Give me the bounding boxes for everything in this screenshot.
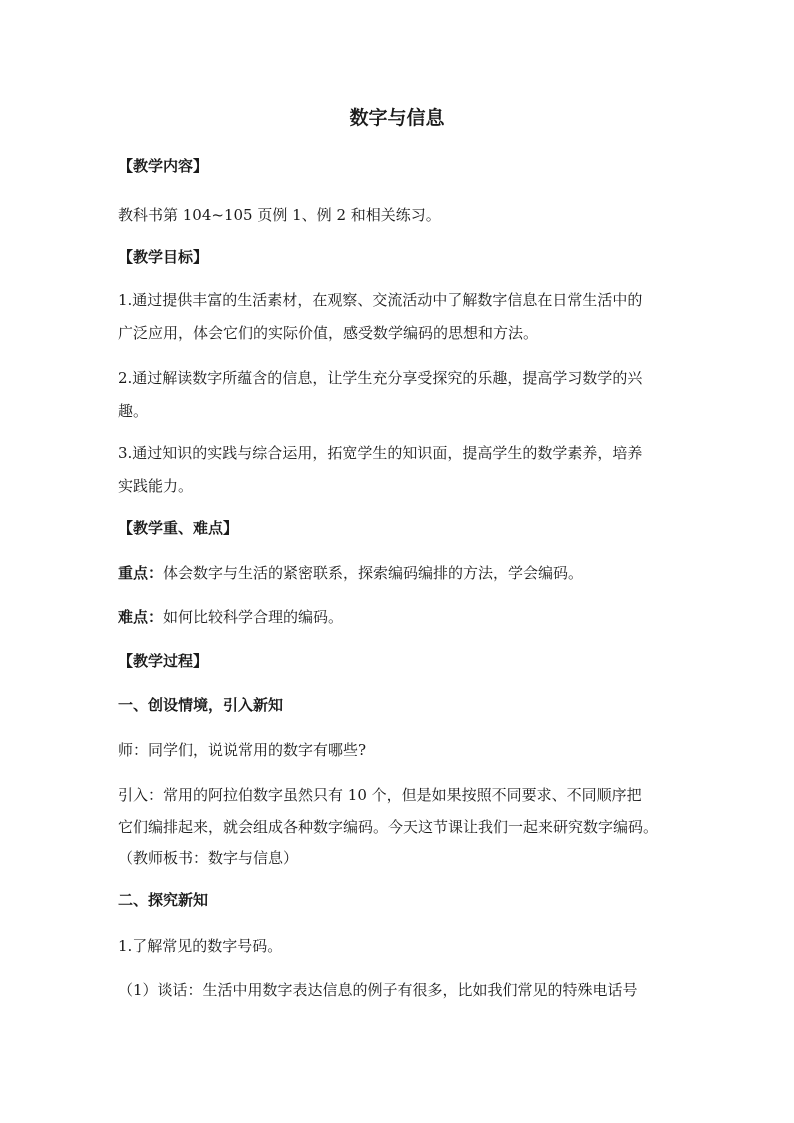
content-text: 教科书第 104~105 页例 1、例 2 和相关练习。 — [118, 206, 441, 224]
step-1-1: （1）谈话：生活中用数字表达信息的例子有很多，比如我们常见的特殊电话号 — [118, 981, 638, 999]
difficulty-line — [118, 607, 688, 627]
section-heading-goals: 【教学目标】 — [118, 248, 209, 266]
key-point-label: 重点： — [118, 564, 164, 582]
goal-1-line-1: 1.通过提供丰富的生活素材，在观察、交流活动中了解数字信息在日常生活中的 — [118, 291, 643, 309]
difficulty-label: 难点： — [118, 608, 164, 626]
teacher-question: 师：同学们，说说常用的数字有哪些? — [118, 741, 367, 759]
goal-3-line-1: 3.通过知识的实践与综合运用，拓宽学生的知识面，提高学生的数学素养，培养 — [118, 444, 643, 462]
key-point-line — [118, 563, 688, 583]
part-1-heading: 一、创设情境，引入新知 — [118, 696, 284, 714]
intro-line-2: 它们编排起来，就会组成各种数字编码。今天这节课让我们一起来研究数字编码。 — [118, 818, 659, 836]
step-1: 1.了解常见的数字号码。 — [118, 937, 283, 955]
section-heading-keypoints: 【教学重、难点】 — [118, 519, 239, 537]
intro-line-3: （教师板书：数字与信息） — [118, 849, 299, 867]
section-heading-content: 【教学内容】 — [118, 157, 209, 175]
difficulty-text: 如何比较科学合理的编码。 — [163, 608, 344, 626]
goal-2-line-2: 趣。 — [118, 402, 149, 420]
key-point-text: 体会数字与生活的紧密联系，探索编码编排的方法，学会编码。 — [163, 564, 584, 582]
page-title: 数字与信息 — [349, 107, 445, 129]
goal-1-line-2: 广泛应用，体会它们的实际价值，感受数学编码的思想和方法。 — [118, 324, 539, 342]
goal-2-line-1: 2.通过解读数字所蕴含的信息，让学生充分享受探究的乐趣，提高学习数学的兴 — [118, 369, 643, 387]
intro-line-1: 引入：常用的阿拉伯数字虽然只有 10 个，但是如果按照不同要求、不同顺序把 — [118, 786, 642, 804]
part-2-heading: 二、探究新知 — [118, 891, 209, 909]
goal-3-line-2: 实践能力。 — [118, 477, 194, 495]
section-heading-process: 【教学过程】 — [118, 652, 209, 670]
